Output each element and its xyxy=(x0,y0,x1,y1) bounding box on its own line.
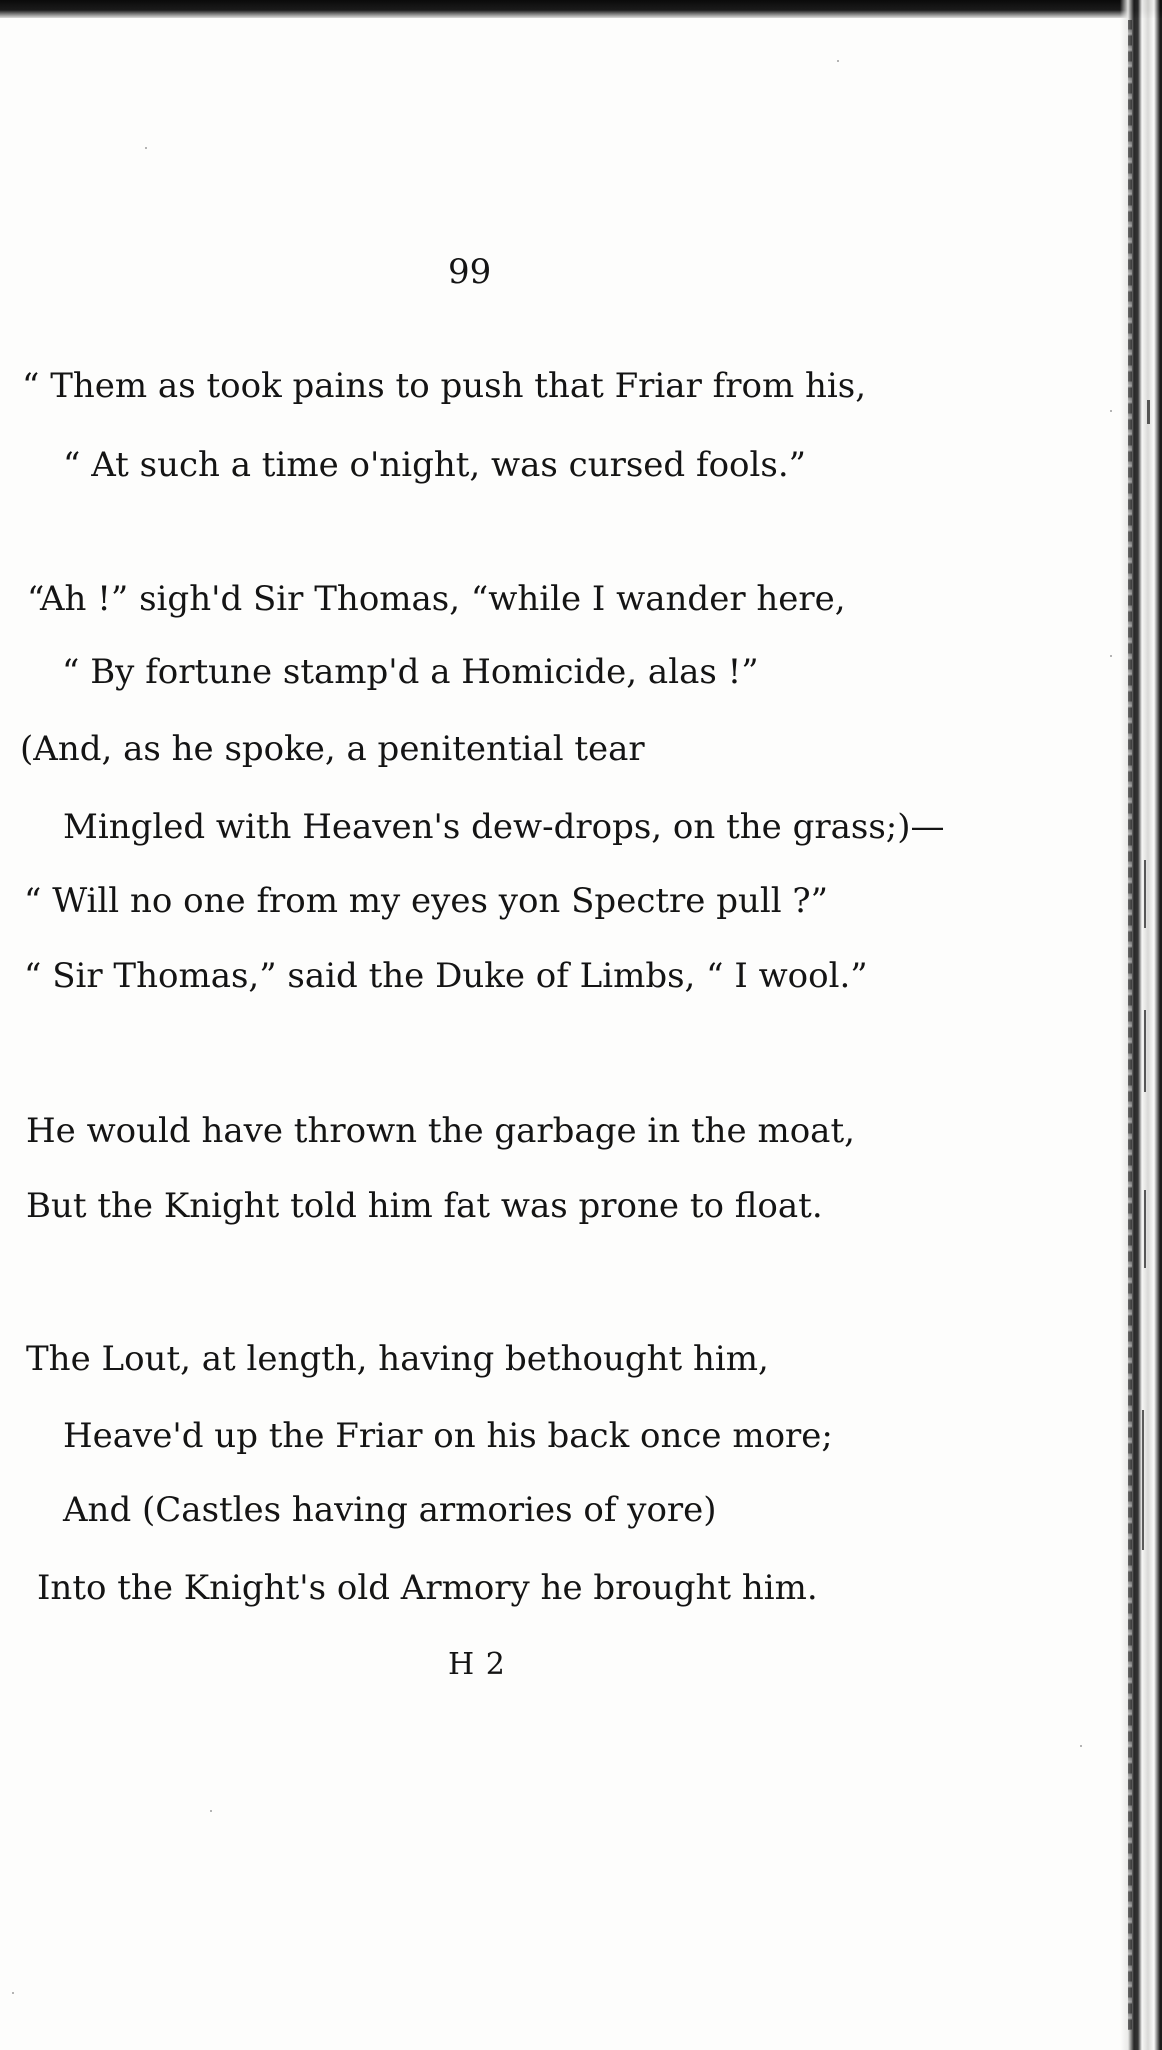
poem-line: “ At such a time o'night, was cursed fools.” xyxy=(63,445,807,485)
poem-line: (And, as he spoke, a penitential tear xyxy=(20,729,645,769)
poem-line: “ Will no one from my eyes yon Spectre pull ?” xyxy=(24,881,829,921)
paper-speck xyxy=(837,60,839,62)
paper-speck xyxy=(145,147,147,149)
page-top-shadow xyxy=(0,0,1162,18)
page-number: 99 xyxy=(448,252,492,292)
edge-mark xyxy=(1144,1010,1146,1092)
poem-line: But the Knight told him fat was prone to float. xyxy=(26,1186,823,1226)
binding-line xyxy=(1128,20,1132,2030)
signature-mark: H 2 xyxy=(448,1647,506,1682)
poem-line: Mingled with Heaven's dew-drops, on the grass;)— xyxy=(63,807,945,847)
edge-mark xyxy=(1144,1190,1146,1268)
paper-speck xyxy=(1110,655,1112,657)
poem-line: “ Sir Thomas,” said the Duke of Limbs, “ I wool.” xyxy=(24,956,868,996)
paper-speck xyxy=(1080,1745,1082,1747)
paper-speck xyxy=(12,1992,14,1994)
book-binding-edge xyxy=(1120,0,1162,2050)
poem-line: Heave'd up the Friar on his back once more; xyxy=(63,1416,833,1456)
poem-line: And (Castles having armories of yore) xyxy=(63,1490,717,1530)
poem-line: “Ah !” sigh'd Sir Thomas, “while I wander here, xyxy=(27,579,846,619)
edge-mark xyxy=(1147,400,1150,424)
poem-line: “ By fortune stamp'd a Homicide, alas !” xyxy=(62,652,759,692)
poem-line: “ Them as took pains to push that Friar from his, xyxy=(22,366,867,406)
paper-speck xyxy=(210,1810,212,1812)
poem-line: Into the Knight's old Armory he brought him. xyxy=(37,1568,818,1608)
edge-mark xyxy=(1142,1410,1144,1550)
edge-mark xyxy=(1144,860,1146,928)
poem-line: The Lout, at length, having bethought him, xyxy=(26,1339,769,1379)
poem-line: He would have thrown the garbage in the moat, xyxy=(26,1111,855,1151)
paper-speck xyxy=(1110,410,1112,412)
